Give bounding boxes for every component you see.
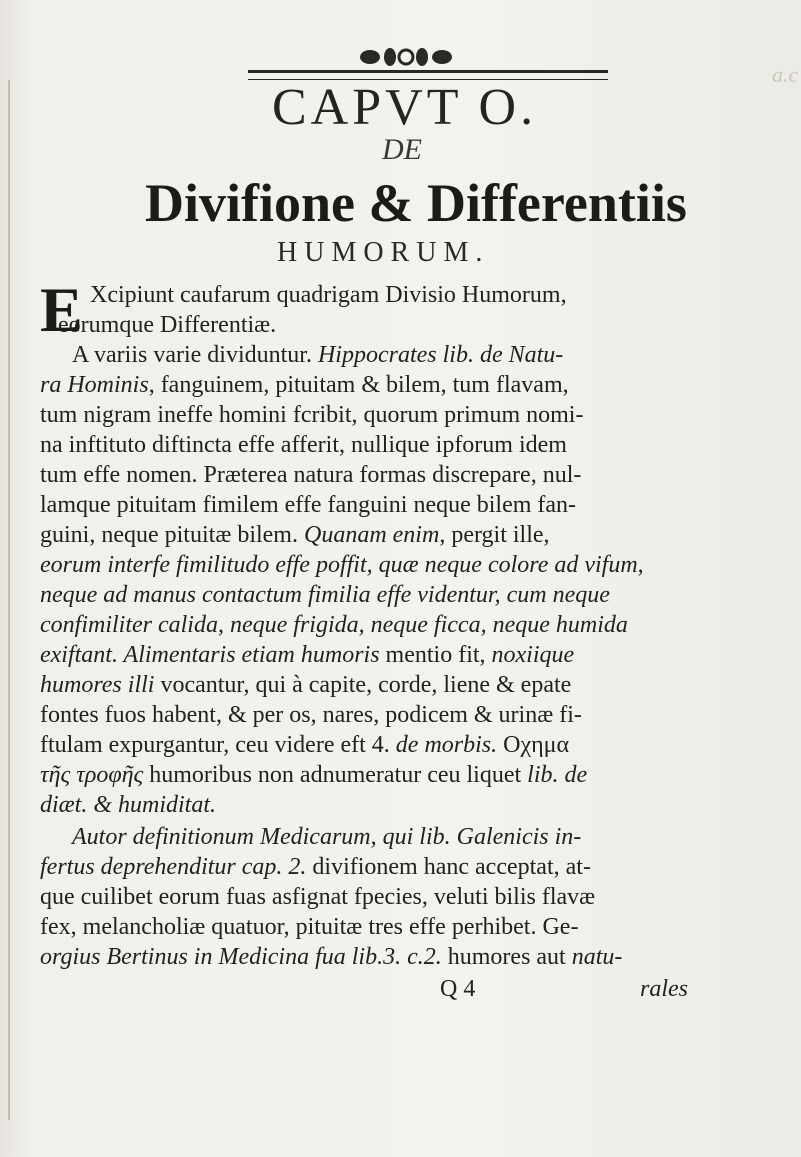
text-line-1: Xcipiunt caufarum quadrigam Divisio Humorum, bbox=[90, 282, 567, 308]
text-line-9-c: , pergit ille, bbox=[439, 522, 550, 548]
catchword: rales bbox=[640, 976, 688, 1002]
chapter-heading: CAPVT O. bbox=[272, 79, 538, 136]
text-line-17-b: humoribus non adnumeratur ceu liquet bbox=[143, 762, 528, 788]
text-line-23-a: orgius Bertinus in Medicina fua lib.3. c.2. bbox=[40, 944, 442, 970]
text-line-20-b: divifionem hanc acceptat, at- bbox=[306, 854, 591, 880]
text-line-5: tum nigram ineffe homini fcribit, quorum primum nomi- bbox=[40, 402, 584, 428]
text-line-20-a: fertus deprehenditur cap. 2. bbox=[40, 854, 307, 880]
text-line-3-b: Hippocrates lib. de Natu- bbox=[317, 342, 564, 368]
text-line-12: confimiliter calida, neque frigida, neque ficca, neque humida bbox=[40, 612, 628, 638]
text-line-14-b: vocantur, qui à capite, corde, liene & epate bbox=[154, 672, 572, 698]
text-line-19: Autor definitionum Medicarum, qui lib. Galenicis in- bbox=[72, 824, 582, 850]
text-line-4-b: , fanguinem, pituitam & bilem, tum flavam, bbox=[148, 372, 569, 398]
page-title: Divifione & Differentiis bbox=[145, 173, 687, 233]
text-line-9-b: Quanam enim bbox=[303, 522, 440, 548]
text-line-8: lamque pituitam fimilem effe fanguini neque bilem fan- bbox=[40, 492, 577, 518]
preposition-heading: DE bbox=[382, 133, 422, 166]
text-line-11: neque ad manus contactum fimilia effe videntur, cum neque bbox=[40, 582, 610, 608]
text-line-2: eorumque Differentiæ. bbox=[58, 312, 277, 338]
text-line-4-a: ra Hominis bbox=[40, 372, 149, 398]
text-line-16-a: ftulam expurgantur, ceu videre eft 4. bbox=[40, 732, 396, 758]
text-line-6: na inftituto diftincta effe afferit, nullique ipforum idem bbox=[40, 432, 567, 458]
margin-note: a.c bbox=[772, 62, 799, 87]
text-line-23 bbox=[40, 942, 622, 972]
page-gutter bbox=[8, 80, 10, 1120]
text-line-4 bbox=[40, 370, 569, 400]
text-line-23-b: humores aut bbox=[441, 944, 572, 970]
drop-cap: E bbox=[40, 274, 83, 345]
text-line-9 bbox=[40, 520, 550, 550]
text-line-9-a: guini, neque pituitæ bilem. bbox=[40, 522, 304, 548]
text-line-7: tum effe nomen. Præterea natura formas discrepare, nul- bbox=[40, 462, 582, 488]
text-line-14 bbox=[40, 670, 571, 700]
text-line-17 bbox=[40, 760, 587, 790]
text-line-20 bbox=[40, 852, 591, 882]
text-line-18: diæt. & humiditat. bbox=[40, 792, 217, 818]
text-line-17-c: lib. de bbox=[527, 762, 588, 788]
text-line-10: eorum interfe fimilitudo effe poffit, quæ neque colore ad vifum, bbox=[40, 552, 644, 578]
text-line-17-a: τῆς τροφῆς bbox=[40, 762, 144, 788]
text-line-13 bbox=[40, 640, 574, 670]
text-line-16-c: Οχημα bbox=[497, 732, 570, 758]
text-line-13-a: exiftant. Alimentaris etiam humoris bbox=[40, 642, 380, 668]
text-line-13-b: mentio fit, bbox=[379, 642, 492, 668]
text-line-23-c: natu- bbox=[571, 944, 623, 970]
text-line-15: fontes fuos habent, & per os, nares, podicem & urinæ fi- bbox=[40, 702, 582, 728]
ornament-icon bbox=[340, 44, 472, 70]
text-line-3-a: A variis varie dividuntur. bbox=[72, 342, 318, 368]
text-line-13-c: noxiique bbox=[491, 642, 575, 668]
text-line-3 bbox=[72, 340, 563, 370]
text-line-22: fex, melancholiæ quatuor, pituitæ tres effe perhibet. Ge- bbox=[40, 914, 579, 940]
signature-mark: Q 4 bbox=[440, 976, 476, 1002]
text-line-14-a: humores illi bbox=[40, 672, 155, 698]
text-line-16-b: de morbis. bbox=[395, 732, 498, 758]
text-line-16 bbox=[40, 730, 569, 760]
text-line-21: que cuilibet eorum fuas asfignat fpecies, veluti bilis flavæ bbox=[40, 884, 596, 910]
page-subtitle: HUMORUM. bbox=[277, 237, 490, 268]
